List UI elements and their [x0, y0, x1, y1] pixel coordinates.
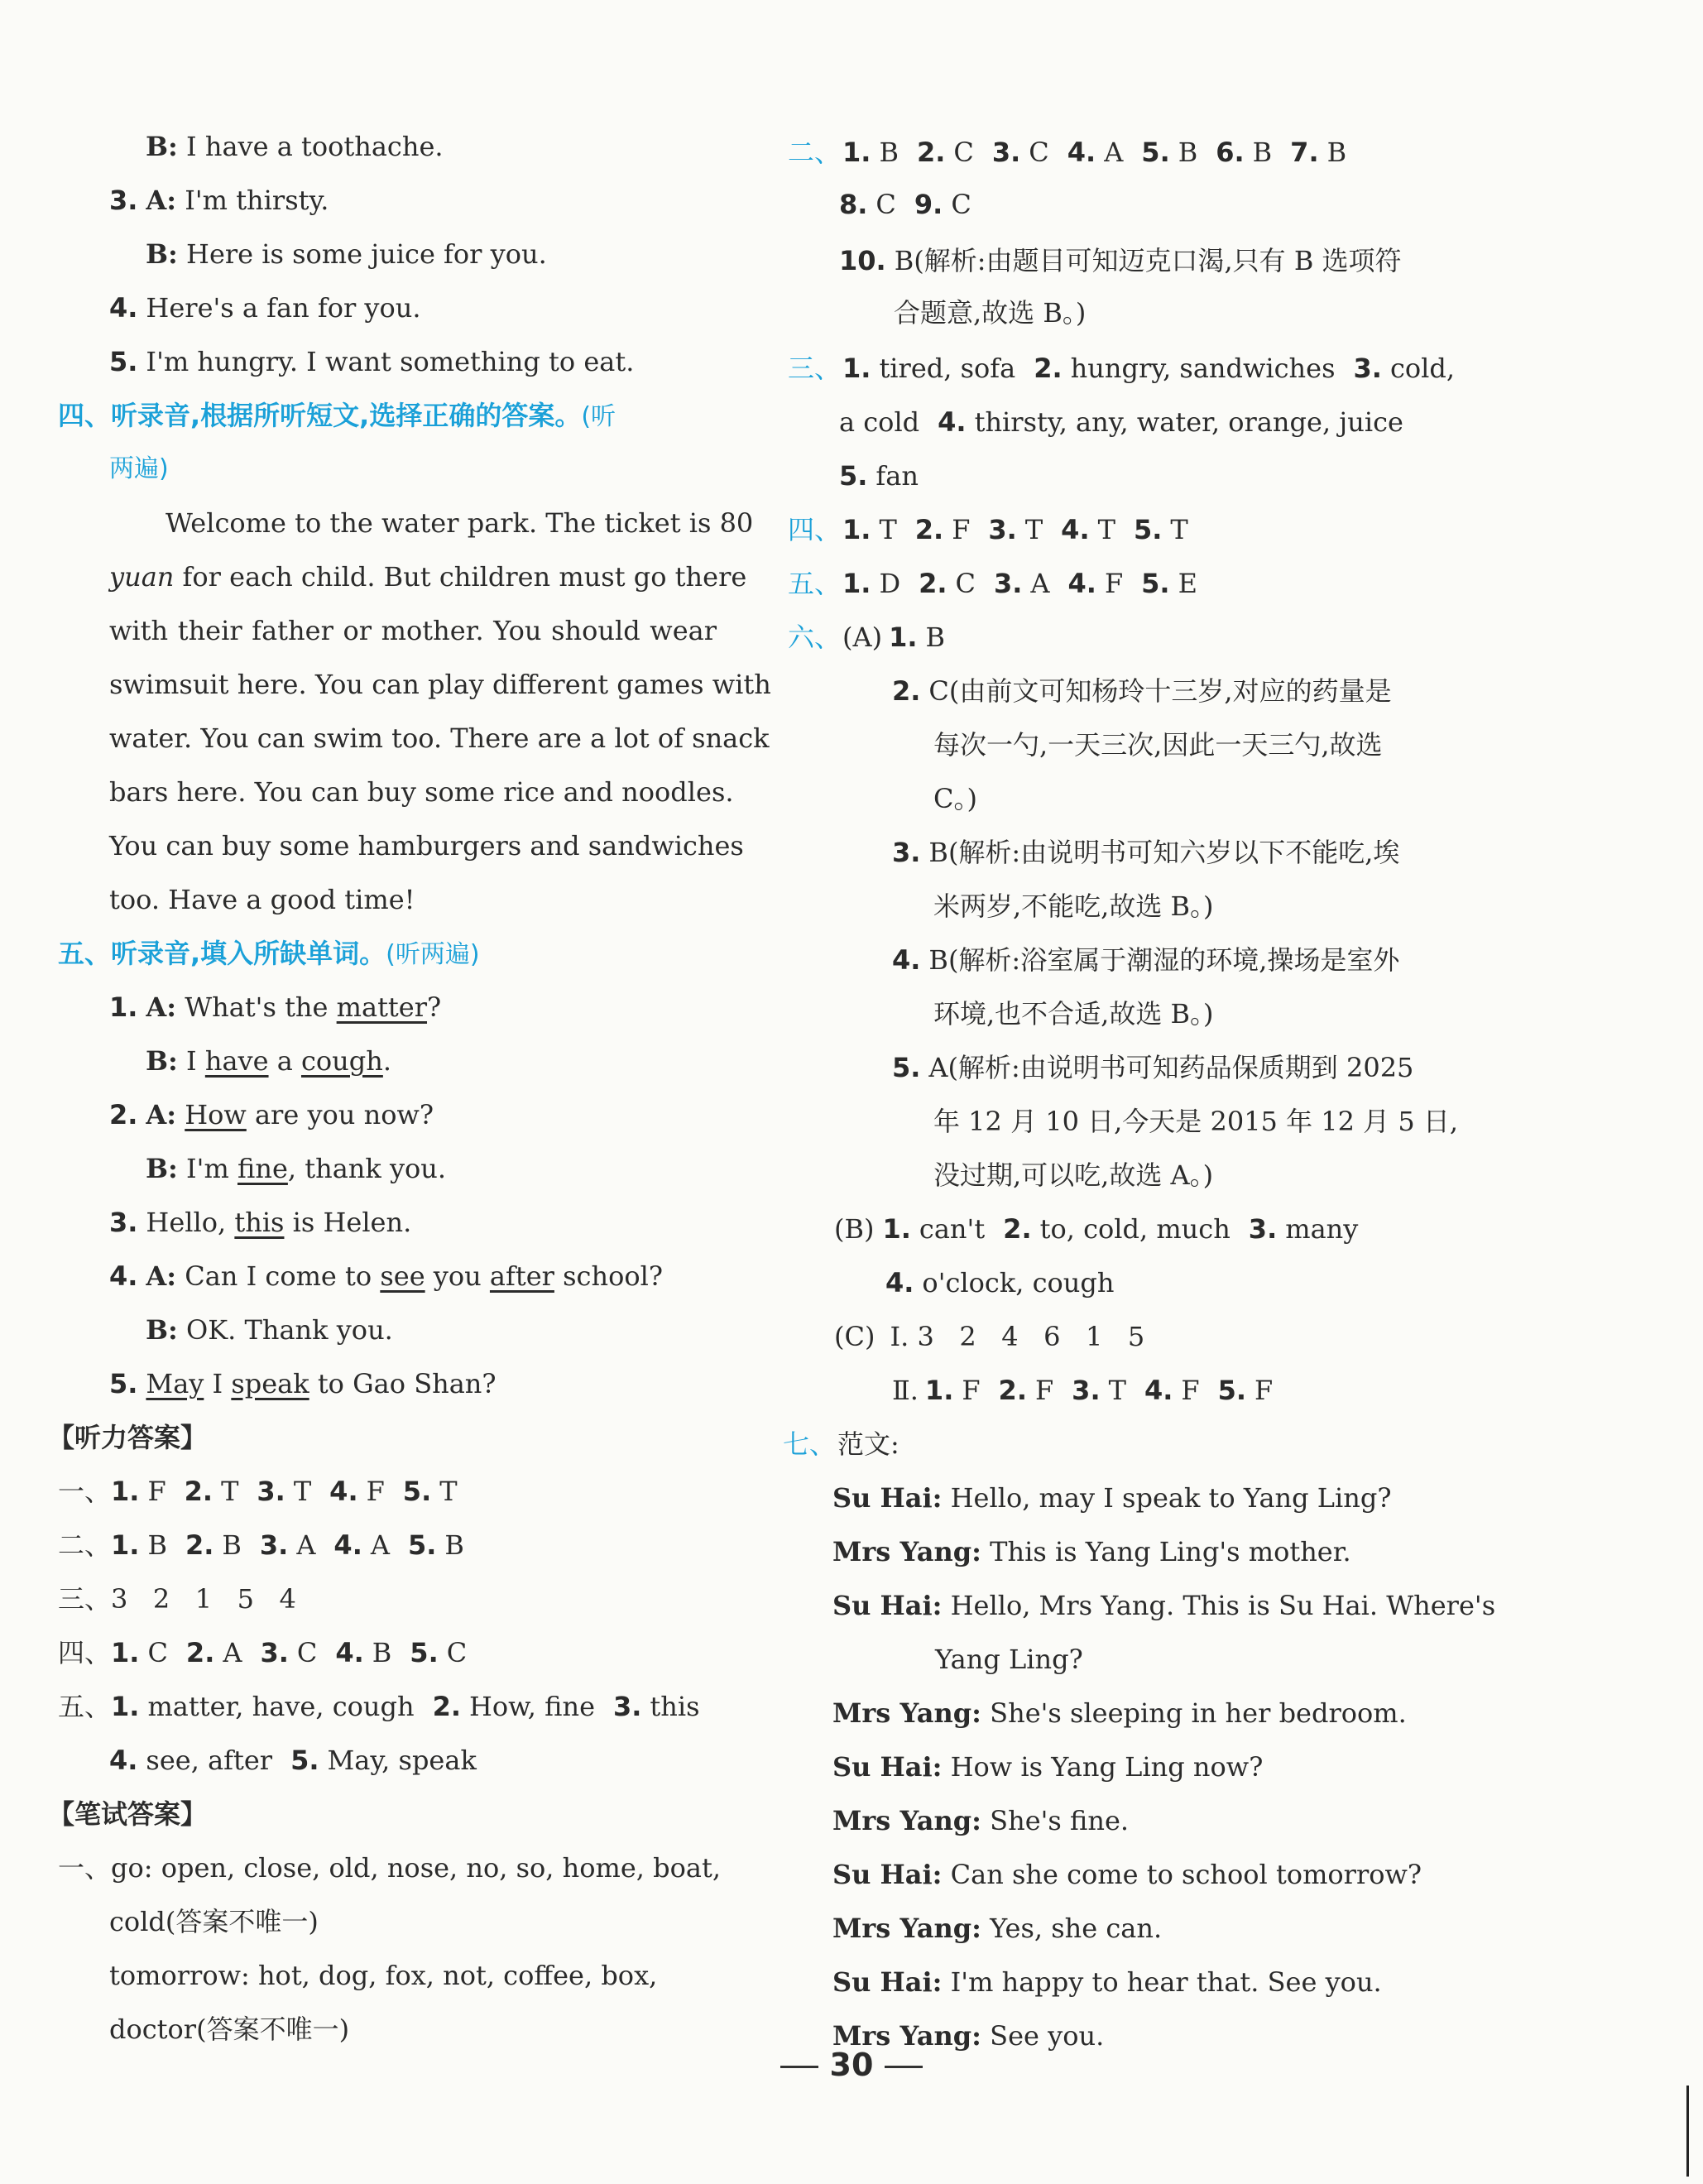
- written-answers-title: 【笔试答案】: [48, 1798, 208, 1830]
- essay-title: 七、范文:: [783, 1428, 899, 1460]
- answer-row: cold(答案不唯一): [109, 1906, 319, 1937]
- answer-row: 三、1. tired, sofa 2. hungry, sandwiches 3. cold,: [788, 353, 1456, 384]
- fill-line: 1. A: What's the matter?: [109, 991, 442, 1023]
- section-5-title: 五、听录音,填入所缺单词。(听两遍): [58, 938, 480, 969]
- answer-row: 4. B(解析:浴室属于潮湿的环境,操场是室外: [892, 944, 1400, 976]
- essay-line: Mrs Yang: See you.: [832, 2020, 1105, 2052]
- answer-row: 二、1. B 2. B 3. A 4. A 5. B: [58, 1529, 464, 1561]
- answer-row: 五、1. D 2. C 3. A 4. F 5. E: [788, 568, 1197, 599]
- passage-line: yuan for each child. But children must go there: [109, 561, 747, 593]
- fill-line: B: I'm fine, thank you.: [146, 1153, 447, 1184]
- dialog-line: 5. I'm hungry. I want something to eat.: [109, 346, 635, 377]
- answer-row: tomorrow: hot, dog, fox, not, coffee, box,: [109, 1960, 658, 1991]
- answer-row: 二、1. B 2. C 3. C 4. A 5. B 6. B 7. B: [788, 137, 1347, 168]
- answer-row: (C) Ⅰ. 3 2 4 6 1 5: [834, 1321, 1145, 1352]
- passage-line: Welcome to the water park. The ticket is 80: [166, 507, 754, 539]
- fill-line: 5. May I speak to Gao Shan?: [109, 1368, 497, 1399]
- essay-line: Su Hai: Hello, may I speak to Yang Ling?: [832, 1482, 1392, 1514]
- answer-row: (B) 1. can't 2. to, cold, much 3. many: [834, 1213, 1359, 1245]
- fill-line: 3. Hello, this is Helen.: [109, 1207, 412, 1238]
- essay-line: Mrs Yang: She's fine.: [832, 1805, 1130, 1836]
- page-number: 30: [0, 2044, 1703, 2086]
- answer-row: 一、go: open, close, old, nose, no, so, home, boat,: [58, 1852, 721, 1884]
- passage-line: too. Have a good time!: [109, 884, 415, 915]
- essay-line: Su Hai: Can she come to school tomorrow?: [832, 1859, 1422, 1890]
- passage-line: bars here. You can buy some rice and noodles.: [109, 776, 734, 808]
- answer-row: C。): [933, 783, 977, 814]
- passage-line: swimsuit here. You can play different games with: [109, 669, 771, 700]
- answer-row: 每次一勺,一天三次,因此一天三勺,故选: [933, 729, 1383, 761]
- essay-line: Mrs Yang: She's sleeping in her bedroom.: [832, 1697, 1407, 1729]
- fill-line: 2. A: How are you now?: [109, 1099, 434, 1130]
- answer-row: 环境,也不合适,故选 B。): [933, 998, 1214, 1030]
- dialog-line: 4. Here's a fan for you.: [109, 292, 421, 324]
- essay-line: Su Hai: Hello, Mrs Yang. This is Su Hai. Where's: [832, 1590, 1496, 1621]
- answer-row: 2. C(由前文可知杨玲十三岁,对应的药量是: [892, 675, 1392, 707]
- answer-row: 4. o'clock, cough: [885, 1267, 1115, 1298]
- answer-row: 10. B(解析:由题目可知迈克口渴,只有 B 选项符: [839, 245, 1402, 276]
- passage-line: You can buy some hamburgers and sandwiches: [109, 830, 744, 862]
- essay-line: Su Hai: I'm happy to hear that. See you.: [832, 1966, 1382, 1998]
- answer-row: 8. C 9. C: [839, 189, 971, 220]
- answer-row: Ⅱ. 1. F 2. F 3. T 4. F 5. F: [892, 1375, 1274, 1406]
- answer-row: 没过期,可以吃,故选 A。): [933, 1159, 1214, 1191]
- answer-row: 六、(A) 1. B: [788, 622, 946, 653]
- page-edge-line: [1686, 2086, 1689, 2177]
- fill-line: B: I have a cough.: [146, 1045, 392, 1077]
- answer-row: 四、1. T 2. F 3. T 4. T 5. T: [788, 514, 1188, 545]
- answer-row: 四、1. C 2. A 3. C 4. B 5. C: [58, 1637, 468, 1668]
- essay-line: Su Hai: How is Yang Ling now?: [832, 1751, 1264, 1783]
- dialog-line: B: Here is some juice for you.: [146, 238, 547, 270]
- fill-line: 4. A: Can I come to see you after school?: [109, 1260, 663, 1292]
- answer-row: a cold 4. thirsty, any, water, orange, juice: [839, 406, 1403, 438]
- answer-row: 三、3 2 1 5 4: [58, 1583, 296, 1615]
- answer-row: 5. fan: [839, 460, 919, 492]
- answer-row: 5. A(解析:由说明书可知药品保质期到 2025: [892, 1052, 1414, 1083]
- section-4-title: 四、听录音,根据所听短文,选择正确的答案。(听: [58, 400, 616, 431]
- answer-row: 合题意,故选 B。): [894, 297, 1087, 329]
- answer-row: doctor(答案不唯一): [109, 2014, 350, 2045]
- essay-line: Mrs Yang: This is Yang Ling's mother.: [832, 1536, 1351, 1567]
- fill-line: B: OK. Thank you.: [146, 1314, 393, 1346]
- answer-row: 米两岁,不能吃,故选 B。): [933, 890, 1214, 922]
- answer-row: 五、1. matter, have, cough 2. How, fine 3. this: [58, 1691, 700, 1722]
- passage-line: water. You can swim too. There are a lot of snack: [109, 722, 770, 754]
- answer-row: 年 12 月 10 日,今天是 2015 年 12 月 5 日,: [933, 1106, 1459, 1137]
- essay-line: Mrs Yang: Yes, she can.: [832, 1913, 1163, 1944]
- answer-row: 3. B(解析:由说明书可知六岁以下不能吃,埃: [892, 837, 1400, 868]
- answer-row: 一、1. F 2. T 3. T 4. F 5. T: [58, 1476, 458, 1507]
- section-4-note: 两遍): [109, 454, 169, 483]
- listening-answers-title: 【听力答案】: [48, 1422, 208, 1453]
- dialog-line: B: I have a toothache.: [146, 131, 444, 162]
- passage-line: with their father or mother. You should wear: [109, 615, 717, 646]
- essay-line: Yang Ling?: [935, 1644, 1083, 1675]
- dialog-line: 3. A: I'm thirsty.: [109, 185, 329, 216]
- answer-row: 4. see, after 5. May, speak: [109, 1745, 477, 1776]
